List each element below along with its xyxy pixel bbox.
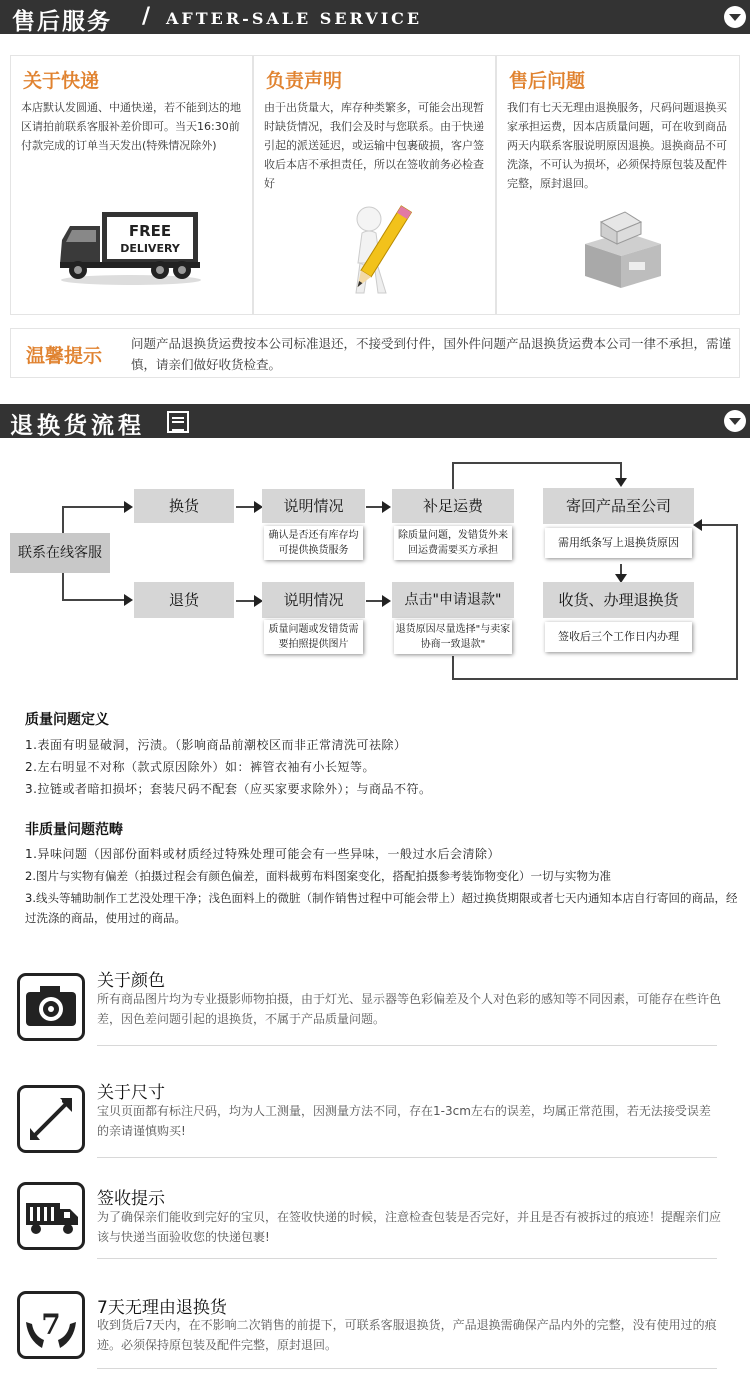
service-title: 关于快递 [23,70,100,92]
divider [97,1045,717,1046]
divider [97,1258,717,1259]
free-delivery-truck-icon [56,206,206,286]
notice-body: 宝贝页面都有标注尺码，均为人工测量，因测量方法不同，存在1-3cm左右的误差，均属正常范围，若无法接受误差的亲请谨慎购买! [97,1104,711,1138]
divider [97,1157,717,1158]
service-card-express [10,55,253,315]
flow-receive-box: 收货、办理退换货 [543,582,694,618]
service-card-after-sale [496,55,740,315]
flow-start-box: 联系在线客服 [10,533,110,573]
header-slash: / [142,4,151,29]
seven-days-hands-icon [17,1291,85,1359]
flow-apply-refund-note: 退货原因尽量选择"与卖家协商一致退款" [394,620,512,654]
header-title-cn: 售后服务 [12,8,112,35]
flow-return-box: 退货 [134,582,234,618]
flow-apply-refund-box: 点击"申请退款" [392,582,514,618]
quality-title: 质量问题定义 [25,712,109,728]
divider [97,1368,717,1369]
flow-send-back-box: 寄回产品至公司 [543,488,694,524]
notice-body: 收到货后7天内，在不影响二次销售的前提下，可联系客服退换货，产品退换需确保产品内外的完整，没有使用过的痕迹。必须保持原包装及配件完整，原封退回。 [97,1318,717,1352]
service-body: 本店默认发圆通、中通快递，若不能到达的地区请拍前联系客服补差价即可。当天16:30前付款完成的订单当天发出(特殊情况除外) [21,101,241,152]
chevron-down-icon[interactable] [724,410,746,432]
notice-title: 关于尺寸 [97,1083,165,1103]
notice-title: 7天无理由退换货 [97,1298,227,1318]
camera-icon [17,973,85,1041]
warm-tip-body: 问题产品退换货运费按本公司标准退还，不接受到付件，国外件问题产品退换货运费本公司一律不承担，需谨慎，请亲们做好收货检查。 [131,336,732,372]
return-package-icon [577,204,667,290]
flow-explain-bottom-note: 质量问题或发错货需要拍照提供图片 [264,620,363,654]
flow-freight-box: 补足运费 [392,489,514,523]
notice-body: 所有商品图片均为专业摄影师物拍摄，由于灯光、显示器等色彩偏差及个人对色彩的感知等不同因素，可能存在些许色差，因色差问题引起的退换货，不属于产品质量问题。 [97,992,722,1026]
notice-body: 为了确保亲们能收到完好的宝贝，在签收快递的时候，注意检查包装是否完好，并且是否有被拆过的痕迹！提醒亲们应该与快递当面验收您的快递包裹! [97,1210,722,1244]
service-panel [10,55,740,315]
service-body: 由于出货量大，库存种类繁多，可能会出现暂时缺货情况，我们会及时与您联系。由于快递引起的派送延迟，或运输中包裹破损，客户签收后本店不承担责任，所以在签收前务必检查好 [264,101,484,190]
flow-explain-top-note: 确认是否还有库存均可提供换货服务 [264,526,363,560]
chevron-down-icon[interactable] [724,6,746,28]
document-icon [167,411,189,433]
non-quality-item: 1.异味问题（因部份面料或材质经过特殊处理可能会有一些异味，一般过水后会清除） [25,847,500,861]
service-body: 我们有七天无理由退换服务，尺码问题退换买家承担运费，因本店质量问题，可在收到商品两天内联系客服说明原因退换。退换商品不可洗涤，不可认为损坏，必须保持原包装及配件完整，原封退回。 [507,101,727,190]
ruler-arrow-icon [17,1085,85,1153]
service-title: 售后问题 [509,70,586,92]
truck-text-delivery: DELIVERY [120,242,180,255]
return-process-header [0,404,750,438]
return-flowchart [0,440,750,690]
flow-explain-top-box: 说明情况 [262,489,365,523]
truck-text-free: FREE [128,222,172,240]
after-sale-header [0,0,750,34]
notice-title: 关于颜色 [97,971,165,991]
flow-exchange-box: 换货 [134,489,234,523]
quality-item: 2.左右明显不对称（款式原因除外）如：裤管衣袖有小长短等。 [25,760,375,774]
service-card-disclaimer [253,55,496,315]
flow-receive-note: 签收后三个工作日内办理 [545,622,692,652]
pencil-figure-icon [334,201,424,301]
notice-title: 签收提示 [97,1189,165,1209]
warm-tip-title: 温馨提示 [26,345,103,367]
quality-item: 3.拉链或者暗扣损坏；套装尺码不配套（应买家要求除外）；与商品不符。 [25,782,432,796]
return-process-title: 退换货流程 [10,412,145,439]
warm-tip [10,328,740,378]
non-quality-title: 非质量问题范畴 [25,822,123,838]
non-quality-item: 2.图片与实物有偏差（拍摄过程会有颜色偏差，面料裁剪布料图案变化，搭配拍摄参考装饰物变化）一切与实物为准 [25,869,611,883]
flow-freight-note: 除质量问题，发错货外来回运费需要买方承担 [394,526,512,560]
non-quality-item: 3.线头等辅助制作工艺没处理干净；浅色面料上的微脏（制作销售过程中可能会带上）超过换货期限或者七天内通知本店自行寄回的商品，经过洗涤的商品，使用过的商品。 [25,891,738,925]
flow-explain-bottom-box: 说明情况 [262,582,365,618]
service-title: 负责声明 [266,70,343,92]
header-title-en: AFTER-SALE SERVICE [166,9,423,28]
seven-days-text: 7 [41,1308,61,1341]
truck-icon [17,1182,85,1250]
quality-item: 1.表面有明显破洞，污渍。（影响商品前潮校区而非正常清洗可祛除） [25,738,407,752]
flow-send-back-note: 需用纸条写上退换货原因 [545,528,692,558]
